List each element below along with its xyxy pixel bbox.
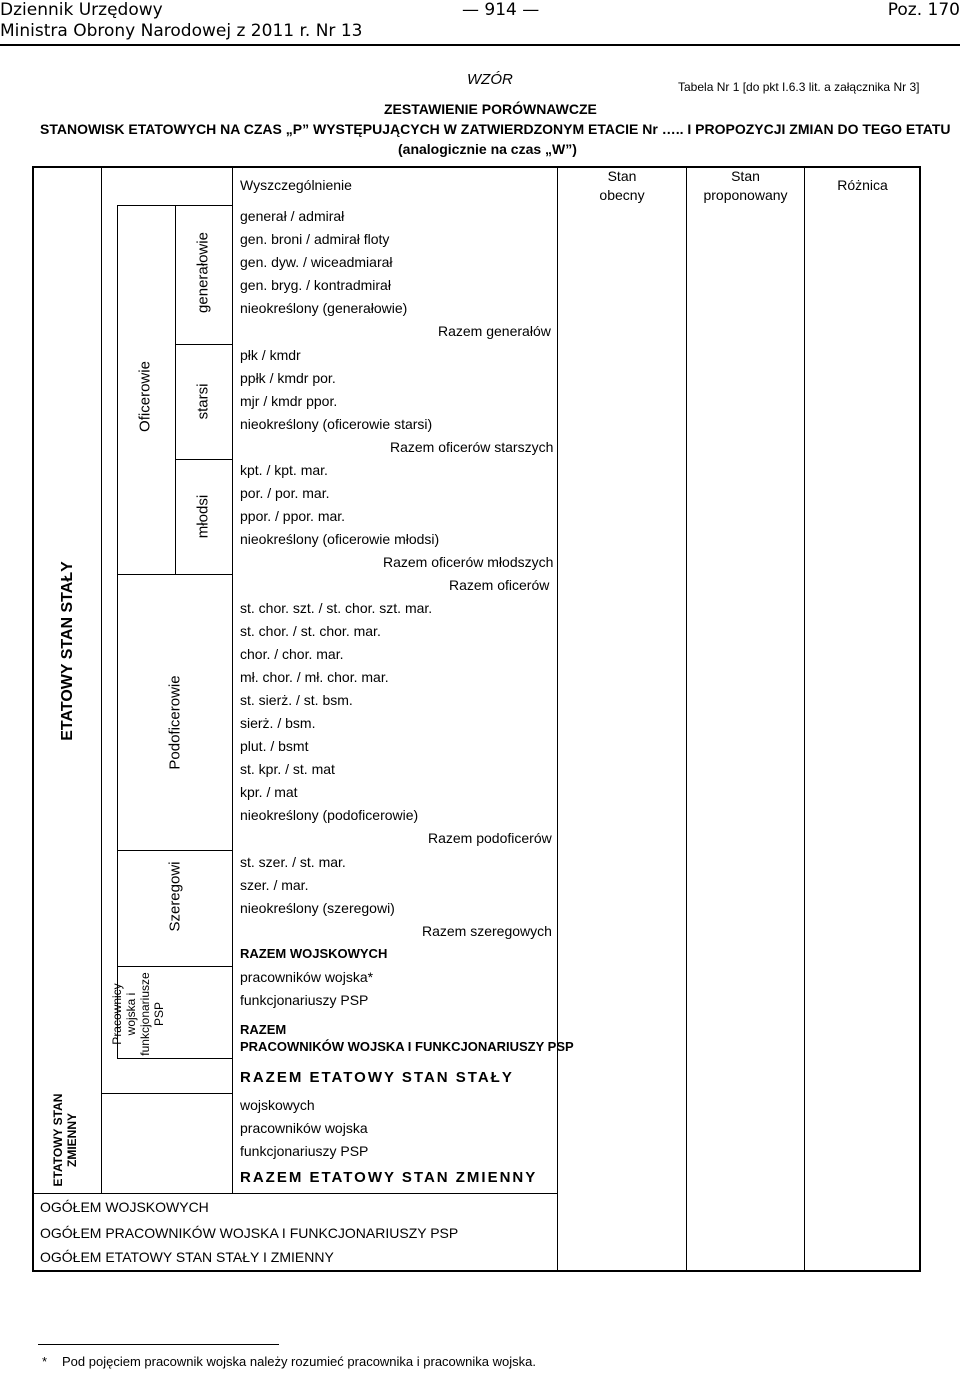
row-label: pracowników wojska xyxy=(240,1120,368,1136)
wzor-label: WZÓR xyxy=(467,71,513,88)
header-rule xyxy=(0,44,960,46)
subgroup-starsi: starsi xyxy=(194,383,212,420)
table-reference: Tabela Nr 1 [do pkt I.6.3 lit. a załącznika Nr 3] xyxy=(678,80,920,94)
row-subtotal: Razem oficerów xyxy=(449,577,550,593)
title-line-2: STANOWISK ETATOWYCH NA CZAS „P” WYSTĘPUJĄCYCH W ZATWIERDZONYM ETACIE Nr ….. I PROPOZYCJI ZMIAN DO TEGO ETATU xyxy=(40,121,951,137)
row-label: sierż. / bsm. xyxy=(240,715,316,731)
row-label: pracowników wojska* xyxy=(240,969,374,985)
row-label: ppłk / kmdr por. xyxy=(240,370,336,386)
row-label: st. chor. / st. chor. mar. xyxy=(240,623,381,639)
page-number: — 914 — xyxy=(462,0,540,20)
header-wyszczegolnienie: Wyszczególnienie xyxy=(240,177,352,193)
row-label: kpr. / mat xyxy=(240,784,298,800)
title-line-3: (analogicznie na czas „W”) xyxy=(398,141,577,157)
row-label: szer. / mar. xyxy=(240,877,309,893)
row-total: RAZEM ETATOWY STAN ZMIENNY xyxy=(240,1169,538,1186)
row-label: płk / kmdr xyxy=(240,347,301,363)
row-label: st. sierż. / st. bsm. xyxy=(240,692,353,708)
group-etatowy-zmienny: ETATOWY STAN ZMIENNY xyxy=(51,1093,79,1187)
row-label: wojskowych xyxy=(240,1097,315,1113)
row-subtotal: Razem generałów xyxy=(438,323,551,339)
row-label: nieokreślony (podoficerowie) xyxy=(240,807,419,823)
row-subtotal: Razem szeregowych xyxy=(422,923,552,939)
ministry-name: Ministra Obrony Narodowej z 2011 r. Nr 13 xyxy=(0,21,363,41)
row-label: gen. bryg. / kontradmirał xyxy=(240,277,391,293)
row-label: kpt. / kpt. mar. xyxy=(240,462,328,478)
row-label: nieokreślony (oficerowie młodsi) xyxy=(240,531,440,547)
group-etatowy-staly: ETATOWY STAN STAŁY xyxy=(59,561,76,741)
row-total: RAZEM ETATOWY STAN STAŁY xyxy=(240,1069,514,1086)
row-label: mł. chor. / mł. chor. mar. xyxy=(240,669,389,685)
subgroup-mlodsi: młodsi xyxy=(194,494,212,539)
row-label: gen. dyw. / wiceadmiarał xyxy=(240,254,393,270)
row-label: generał / admirał xyxy=(240,208,345,224)
footnote-text: Pod pojęciem pracownik wojska należy rozumieć pracownika i pracownika wojska. xyxy=(62,1354,536,1369)
row-label: chor. / chor. mar. xyxy=(240,646,344,662)
row-subtotal: Razem podoficerów xyxy=(428,830,552,846)
row-label: por. / por. mar. xyxy=(240,485,330,501)
row-label: nieokreślony (generałowie) xyxy=(240,300,408,316)
row-label: plut. / bsmt xyxy=(240,738,309,754)
row-label: nieokreślony (szeregowi) xyxy=(240,900,395,916)
row-label: mjr / kmdr ppor. xyxy=(240,393,338,409)
row-label: funkcjonariuszy PSP xyxy=(240,1143,369,1159)
header-roznica: Różnica xyxy=(837,177,888,193)
row-total: RAZEM xyxy=(240,1022,287,1037)
row-total: RAZEM WOJSKOWYCH xyxy=(240,946,388,961)
row-grand-total: OGÓŁEM WOJSKOWYCH xyxy=(40,1199,209,1215)
footnote-marker: * xyxy=(42,1354,48,1369)
row-label: nieokreślony (oficerowie starsi) xyxy=(240,416,433,432)
position-number: Poz. 170 xyxy=(887,0,960,20)
row-label: st. szer. / st. mar. xyxy=(240,854,346,870)
group-podoficerowie: Podoficerowie xyxy=(166,675,184,770)
row-total: PRACOWNIKÓW WOJSKA I FUNKCJONARIUSZY PSP xyxy=(240,1039,574,1054)
journal-name: Dziennik Urzędowy xyxy=(0,0,163,20)
group-pracownicy: Pracownicy wojska i funkcjonariusze PSP xyxy=(110,972,166,1056)
group-szeregowi: Szeregowi xyxy=(166,861,184,932)
header-stan-obecny: Stan obecny xyxy=(599,168,645,203)
subgroup-generalowie: generałowie xyxy=(194,232,212,313)
row-grand-total: OGÓŁEM ETATOWY STAN STAŁY I ZMIENNY xyxy=(40,1249,334,1265)
row-label: gen. broni / admirał floty xyxy=(240,231,390,247)
header-stan-proponowany: Stan proponowany xyxy=(703,168,788,203)
group-oficerowie: Oficerowie xyxy=(136,361,154,432)
row-subtotal: Razem oficerów młodszych xyxy=(383,554,554,570)
row-label: funkcjonariuszy PSP xyxy=(240,992,369,1008)
row-subtotal: Razem oficerów starszych xyxy=(390,439,554,455)
row-label: ppor. / ppor. mar. xyxy=(240,508,346,524)
title-line-1: ZESTAWIENIE PORÓWNAWCZE xyxy=(384,101,597,117)
row-label: st. kpr. / st. mat xyxy=(240,761,335,777)
row-label: st. chor. szt. / st. chor. szt. mar. xyxy=(240,600,433,616)
footnote-rule xyxy=(38,1344,279,1345)
row-grand-total: OGÓŁEM PRACOWNIKÓW WOJSKA I FUNKCJONARIUSZY PSP xyxy=(40,1225,459,1241)
